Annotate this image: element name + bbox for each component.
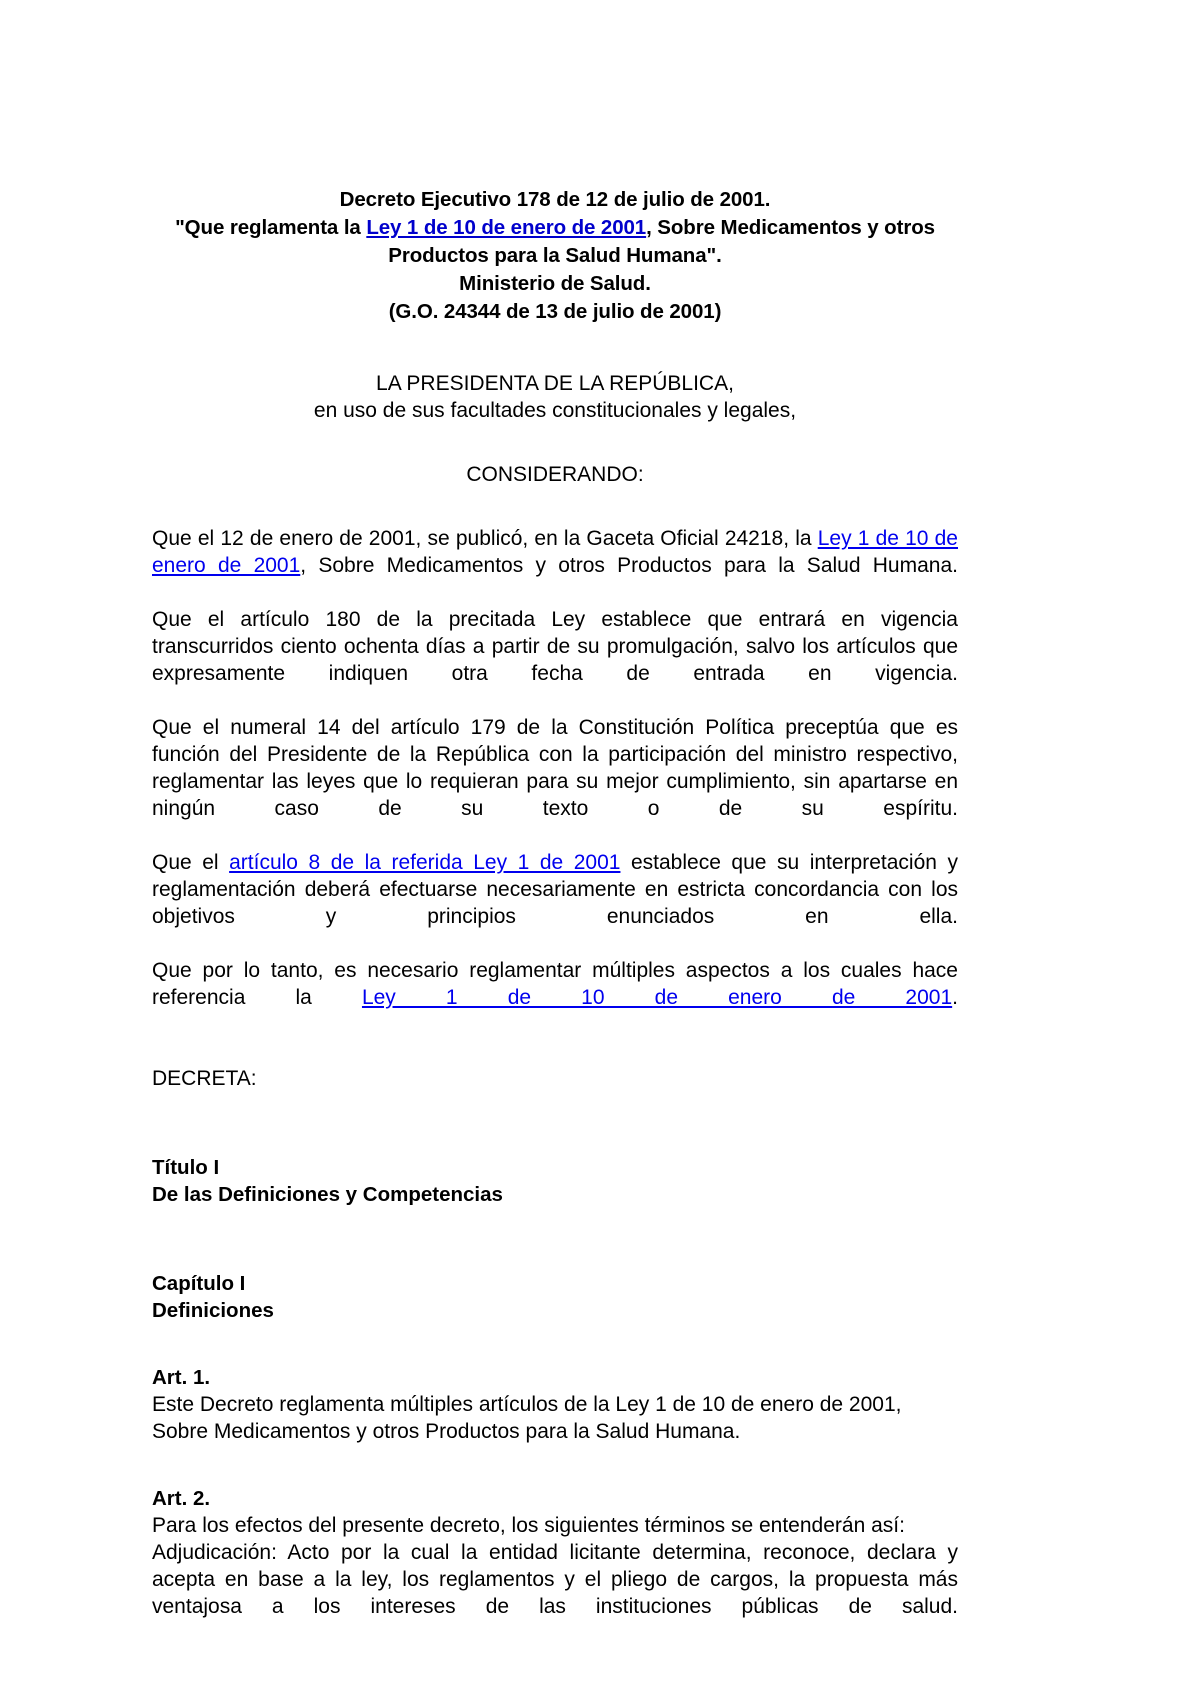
recital-5-pre: Que por lo tanto, es necesario reglamentar múltiples aspectos a los cuales hace referencia la: [152, 959, 958, 1009]
recital-3: [152, 714, 958, 849]
recital-5: [152, 957, 958, 1038]
capitulo-number: Capítulo I: [152, 1272, 246, 1295]
title-line-gazette: (G.O. 24344 de 13 de julio de 2001): [388, 300, 722, 323]
recital-4: [152, 849, 958, 957]
article-2-definition-wrap: [152, 1539, 958, 1647]
title-line-decree: Decreto Ejecutivo 178 de 12 de julio de 2001.: [339, 188, 771, 211]
recital-4-article-link[interactable]: artículo 8 de la referida Ley 1 de 2001: [229, 851, 621, 874]
recital-2: [152, 606, 958, 714]
preamble-block: [152, 370, 958, 424]
title-law-link[interactable]: Ley 1 de 10 de enero de 2001: [366, 216, 647, 239]
preamble-president-line: LA PRESIDENTA DE LA REPÚBLICA,: [376, 372, 734, 395]
document-title-block: [152, 186, 958, 326]
title-line-reglamenta: [152, 214, 958, 270]
capitulo-heading: [152, 1270, 958, 1324]
recital-2-text: Que el artículo 180 de la precitada Ley establece que entrará en vigencia transcurridos ciento ochenta días a partir de su promulgación, salvo los artículos que expresamente indiquen otra fecha de entrada en vigencia.: [152, 608, 958, 685]
article-1-body: Este Decreto reglamenta múltiples artículos de la Ley 1 de 10 de enero de 2001, Sobre Medicamentos y otros Productos para la Salud Humana.: [152, 1393, 902, 1443]
titulo-name: De las Definiciones y Competencias: [152, 1183, 503, 1206]
decreta-label: DECRETA:: [152, 1067, 257, 1090]
preamble-faculties-line: en uso de sus facultades constitucionales y legales,: [313, 399, 797, 422]
recital-1-law-link[interactable]: Ley 1 de 10 de enero de 2001: [152, 527, 958, 577]
capitulo-name: Definiciones: [152, 1299, 274, 1322]
considerando-label: CONSIDERANDO:: [466, 463, 644, 486]
title-line-ministry: Ministerio de Salud.: [459, 272, 651, 295]
title-reglamenta-suffix: , Sobre Medicamentos y otros Productos para la Salud Humana".: [388, 216, 935, 267]
article-1: [152, 1364, 958, 1445]
document-content: [152, 186, 958, 1647]
article-2: [152, 1485, 958, 1647]
recital-1-post: , Sobre Medicamentos y otros Productos para la Salud Humana.: [300, 554, 958, 577]
recital-5-law-link[interactable]: Ley 1 de 10 de enero de 2001: [361, 986, 953, 1009]
recital-1-pre: Que el 12 de enero de 2001, se publicó, en la Gaceta Oficial 24218, la: [152, 527, 818, 550]
article-2-heading: Art. 2.: [152, 1487, 211, 1510]
titulo-number: Título I: [152, 1156, 220, 1179]
recital-5-post: .: [952, 986, 958, 1009]
recital-4-post: establece que su interpretación y reglamentación deberá efectuarse necesariamente en estricta concordancia con los objetivos y principios enunciados en ella.: [152, 851, 958, 928]
article-1-heading: Art. 1.: [152, 1366, 211, 1389]
article-2-definition: Adjudicación: Acto por la cual la entidad licitante determina, reconoce, declara y acepta en base a la ley, los reglamentos y el pliego de cargos, la propuesta más ventajosa a los intereses de las instituciones públicas de salud.: [152, 1541, 958, 1618]
title-reglamenta-prefix: "Que reglamenta la: [175, 216, 367, 239]
recital-3-text: Que el numeral 14 del artículo 179 de la Constitución Política preceptúa que es función del Presidente de la República con la participación del ministro respectivo, reglamentar las leyes que lo requieran para su mejor cumplimiento, sin apartarse en ningún caso de su texto o de su espíritu.: [152, 716, 958, 820]
recital-4-pre: Que el: [152, 851, 230, 874]
recitals-block: [152, 525, 958, 1038]
article-2-intro: Para los efectos del presente decreto, los siguientes términos se entenderán así:: [152, 1514, 905, 1537]
recital-1: [152, 525, 958, 606]
titulo-heading: [152, 1154, 958, 1208]
